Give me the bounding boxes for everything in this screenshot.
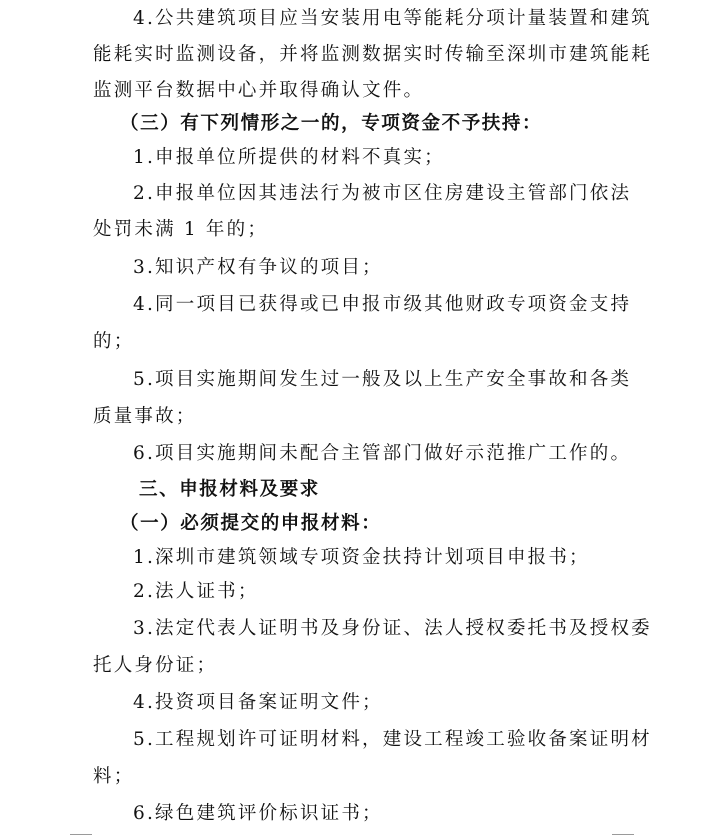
text-line: 5.项目实施期间发生过一般及以上生产安全事故和各类 <box>133 369 632 390</box>
margin-corner-mark <box>612 834 634 835</box>
subsection-heading: （一）必须提交的申报材料： <box>120 513 382 534</box>
text-line: 料； <box>93 766 135 787</box>
text-line: 5.工程规划许可证明材料，建设工程竣工验收备案证明材 <box>133 729 652 750</box>
text-line: 4.投资项目备案证明文件； <box>133 692 383 713</box>
text-line: 6.项目实施期间未配合主管部门做好示范推广工作的。 <box>133 443 632 464</box>
text-line: 监测平台数据中心并取得确认文件。 <box>93 80 425 101</box>
text-line: 能耗实时监测设备，并将监测数据实时传输至深圳市建筑能耗 <box>93 44 652 65</box>
text-line: 质量事故； <box>93 406 197 427</box>
text-line: 2.申报单位因其违法行为被市区住房建设主管部门依法 <box>133 183 632 204</box>
text-line: 4.公共建筑项目应当安装用电等能耗分项计量装置和建筑 <box>133 8 652 29</box>
text-line: 6.绿色建筑评价标识证书； <box>133 803 383 824</box>
text-line: 处罚未满 1 年的； <box>93 219 269 240</box>
text-line: 1.深圳市建筑领域专项资金扶持计划项目申报书； <box>133 547 590 568</box>
text-line: 3.知识产权有争议的项目； <box>133 257 383 278</box>
section-heading: 三、申报材料及要求 <box>139 479 320 500</box>
text-line: 4.同一项目已获得或已申报市级其他财政专项资金支持 <box>133 294 632 315</box>
text-line: 的； <box>93 331 135 352</box>
section-heading: （三）有下列情形之一的，专项资金不予扶持： <box>120 113 543 134</box>
text-line: 1.申报单位所提供的材料不真实； <box>133 147 445 168</box>
text-line: 2.法人证书； <box>133 581 259 602</box>
text-line: 3.法定代表人证明书及身份证、法人授权委托书及授权委 <box>133 618 652 639</box>
text-line: 托人身份证； <box>93 655 218 676</box>
margin-corner-mark <box>70 834 92 835</box>
